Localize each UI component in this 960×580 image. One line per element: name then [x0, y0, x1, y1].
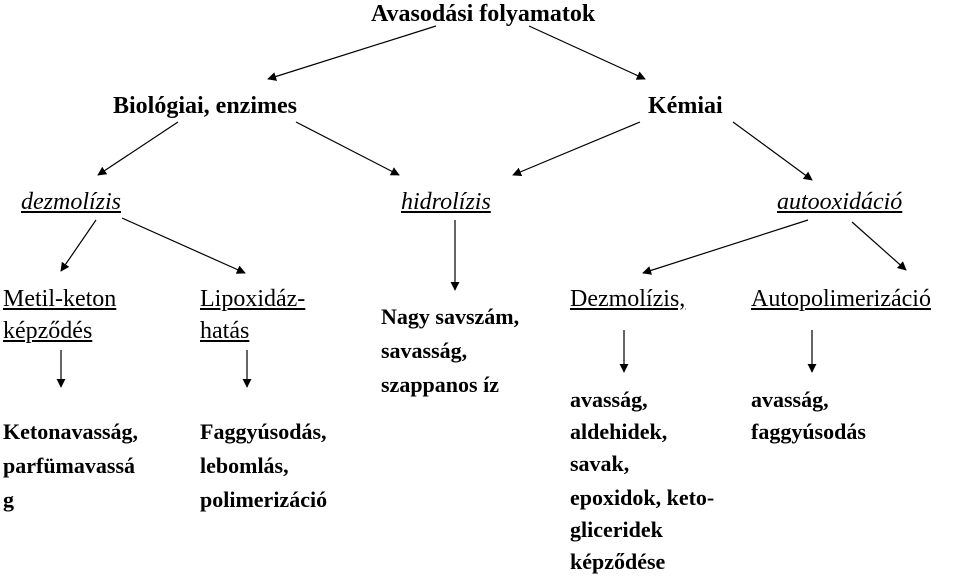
- node-ketonavassag-line3: g: [3, 487, 14, 512]
- node-autopolimerizacio-header: Autopolimerizáció: [751, 286, 931, 312]
- arrow-dezmolizis-to-lipoxidaz: [122, 218, 245, 273]
- arrow-kemiai-to-autooxidacio: [733, 122, 812, 180]
- node-hidrolizis-result-line3: szappanos íz: [381, 372, 499, 397]
- node-lipoxidaz-line1: Lipoxidáz-: [200, 286, 306, 312]
- node-dezmolizis-result-line6: képződése: [570, 549, 666, 574]
- node-dezmolizis-result-line1: avasság,: [570, 387, 648, 412]
- node-biologiai: Biológiai, enzimes: [113, 93, 297, 119]
- node-dezmolizis: dezmolízis: [21, 189, 122, 215]
- node-dezmolizis-result-line5: gliceridek: [570, 517, 663, 542]
- node-faggyusodas-line1: Faggyúsodás,: [200, 419, 327, 444]
- arrow-biologiai-to-dezmolizis: [98, 122, 178, 175]
- arrow-dezmolizis-to-metil-keton: [61, 220, 96, 271]
- node-hidrolizis-result-line1: Nagy savszám,: [381, 304, 520, 329]
- node-kemiai: Kémiai: [648, 93, 723, 119]
- node-faggyusodas-line2: lebomlás,: [200, 453, 289, 478]
- arrow-biologiai-to-hidrolizis: [296, 122, 399, 175]
- node-autopolimerizacio-result-line1: avasság,: [751, 387, 829, 412]
- node-hidrolizis: hidrolízis: [401, 189, 491, 215]
- node-autooxidacio: autooxidáció: [777, 189, 903, 215]
- arrow-title-to-kemiai: [529, 26, 645, 79]
- diagram-title: Avasodási folyamatok: [371, 1, 596, 27]
- node-lipoxidaz-line2: hatás: [200, 318, 250, 344]
- node-dezmolizis-result-line2: aldehidek,: [570, 419, 668, 444]
- arrow-autooxidacio-to-dezmolizis: [643, 220, 808, 273]
- node-metil-keton-line2: képződés: [3, 318, 93, 344]
- node-hidrolizis-result-line2: savasság,: [381, 338, 468, 363]
- node-ketonavassag-line1: Ketonavasság,: [3, 419, 139, 444]
- node-metil-keton-line1: Metil-keton: [3, 286, 117, 312]
- node-dezmolizis-header: Dezmolízis,: [570, 286, 686, 312]
- node-autopolimerizacio-result-line2: faggyúsodás: [751, 419, 866, 444]
- node-ketonavassag-line2: parfümavassá: [3, 453, 136, 478]
- node-dezmolizis-result-line4: epoxidok, keto-: [570, 485, 715, 510]
- node-dezmolizis-result-line3: savak,: [570, 451, 630, 476]
- arrow-title-to-biologiai: [268, 26, 436, 79]
- arrow-kemiai-to-hidrolizis: [513, 122, 640, 175]
- node-faggyusodas-line3: polimerizáció: [200, 487, 328, 512]
- arrow-autooxidacio-to-autopolimerizacio: [852, 222, 906, 270]
